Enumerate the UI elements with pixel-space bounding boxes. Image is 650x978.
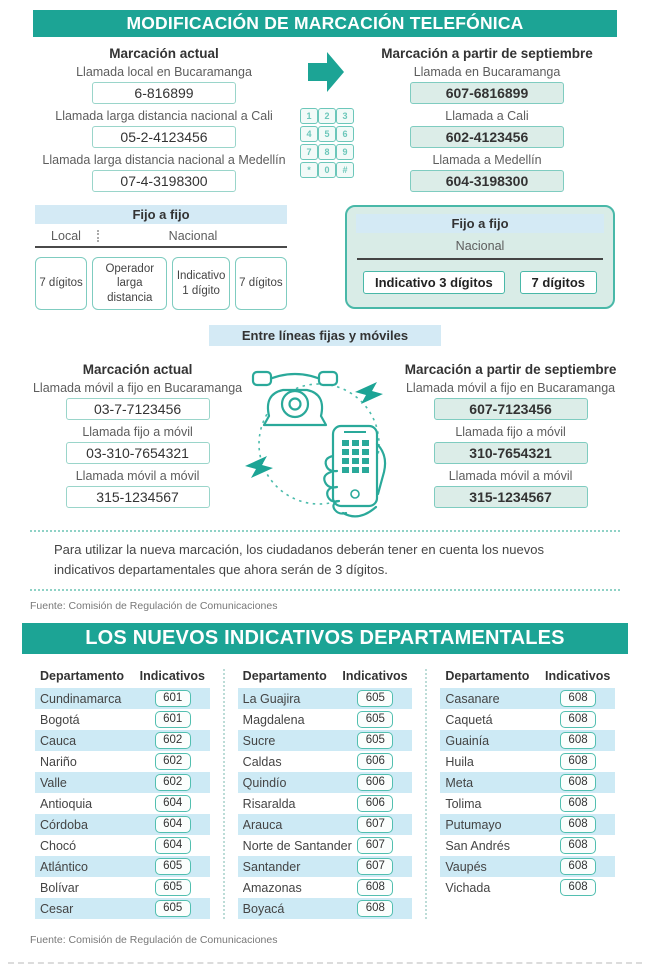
indicativos-tables — [35, 669, 615, 919]
phone-swap-icon — [243, 352, 403, 520]
usage-note: Para utilizar la nueva marcación, los ciudadanos deberán tener en cuenta los nuevos indicativos departamentales que ahora serán de 3 dígitos. — [30, 530, 620, 591]
keypad-key: 6 — [336, 126, 354, 142]
table-row — [35, 730, 210, 751]
dial-label: Llamada larga distancia nacional a Medellín — [42, 153, 286, 167]
departamento-header: Departamento — [445, 669, 530, 684]
dial-item — [403, 469, 618, 508]
table-header — [238, 669, 413, 688]
source-credit: Fuente: Comisión de Regulación de Comunicaciones — [30, 600, 278, 613]
dial-number-box: 607-7123456 — [434, 398, 588, 420]
indicativos-column-3 — [440, 669, 615, 919]
indicativo-badge: 608 — [560, 753, 596, 770]
bottom-divider — [8, 962, 642, 964]
departamento-name: Bogotá — [40, 712, 80, 727]
dial-label: Llamada fijo a móvil — [455, 425, 566, 440]
indicativos-header: Indicativos — [545, 669, 611, 684]
indicativo-badge: 608 — [560, 732, 596, 749]
table-row — [440, 877, 615, 898]
dial-label: Llamada móvil a fijo en Bucaramanga — [405, 381, 616, 396]
dial-item — [32, 425, 243, 464]
departamento-name: Risaralda — [242, 796, 296, 811]
departamento-name: Guainía — [445, 733, 490, 748]
mobile-section-title: Entre líneas fijas y móviles — [209, 325, 441, 346]
departamento-name: Sucre — [242, 733, 276, 748]
divider-line — [35, 246, 287, 248]
dial-number-box: 310-7654321 — [434, 442, 588, 464]
indicativo-badge: 608 — [560, 816, 596, 833]
departamento-name: Magdalena — [242, 712, 305, 727]
table-row — [440, 688, 615, 709]
format-box: 7 dígitos — [35, 257, 87, 310]
departamento-name: Amazonas — [242, 880, 302, 895]
source-credit: Fuente: Comisión de Regulación de Comunicaciones — [30, 934, 278, 947]
table-row — [238, 835, 413, 856]
departamento-name: Bolívar — [40, 880, 79, 895]
indicativo-badge: 607 — [357, 816, 393, 833]
dial-item — [359, 65, 615, 104]
table-row — [440, 709, 615, 730]
departamento-name: Valle — [40, 775, 67, 790]
keypad-key: 2 — [318, 108, 336, 124]
table-header — [35, 669, 210, 688]
dial-label: Llamada local en Bucaramanga — [76, 65, 252, 79]
current-dialing-column — [32, 352, 243, 520]
column-title: Marcación a partir de septiembre — [381, 46, 593, 61]
dial-number-box: 602-4123456 — [410, 126, 564, 148]
keypad-key: 1 — [300, 108, 318, 124]
indicativo-badge: 602 — [155, 753, 191, 770]
indicativo-badge: 604 — [155, 816, 191, 833]
table-row — [238, 898, 413, 919]
dial-number-box: 607-6816899 — [410, 82, 564, 104]
format-box: Indicativo 3 dígitos — [363, 271, 505, 294]
departamento-name: Chocó — [40, 838, 77, 853]
departamento-name: Córdoba — [40, 817, 88, 832]
indicativo-badge: 601 — [155, 690, 191, 707]
keypad-key: 3 — [336, 108, 354, 124]
dial-number-box: 05-2-4123456 — [92, 126, 236, 148]
departamento-name: La Guajira — [242, 691, 301, 706]
departamento-name: Arauca — [242, 817, 283, 832]
dial-label: Llamada móvil a fijo en Bucaramanga — [32, 381, 243, 396]
fijo-a-fijo-section — [0, 197, 650, 310]
dial-item — [35, 109, 293, 148]
departamento-name: Boyacá — [242, 901, 285, 916]
fixed-dialing-section — [0, 37, 650, 197]
dial-label: Llamada fijo a móvil — [82, 425, 193, 440]
table-row — [35, 877, 210, 898]
indicativo-badge: 608 — [357, 900, 393, 917]
table-row — [35, 709, 210, 730]
departamento-name: Norte de Santander — [242, 838, 352, 853]
new-dialing-column — [403, 352, 618, 520]
dial-label: Llamada a Cali — [445, 109, 529, 123]
nacional-label: Nacional — [455, 239, 505, 253]
indicativo-badge: 608 — [560, 879, 596, 896]
dial-label: Llamada larga distancia nacional a Cali — [55, 109, 273, 123]
table-row — [440, 814, 615, 835]
indicativo-badge: 606 — [357, 753, 393, 770]
new-dialing-column — [359, 46, 615, 197]
keypad-key: 4 — [300, 126, 318, 142]
departamento-header: Departamento — [40, 669, 125, 684]
indicativo-badge: 608 — [560, 774, 596, 791]
table-row — [238, 730, 413, 751]
phone-swap-graphic — [243, 352, 403, 520]
format-boxes — [356, 271, 604, 294]
indicativo-badge: 602 — [155, 774, 191, 791]
table-row — [238, 709, 413, 730]
dial-item — [35, 65, 293, 104]
indicativo-badge: 605 — [357, 732, 393, 749]
indicativos-title-banner: LOS NUEVOS INDICATIVOS DEPARTAMENTALES — [22, 623, 628, 654]
keypad-key: 0 — [318, 162, 336, 178]
nacional-label: Nacional — [168, 229, 218, 243]
departamento-name: Vichada — [445, 880, 491, 895]
table-row — [35, 814, 210, 835]
dial-item — [403, 425, 618, 464]
indicativo-badge: 608 — [560, 690, 596, 707]
indicativo-badge: 607 — [357, 858, 393, 875]
table-row — [35, 772, 210, 793]
dial-number-box: 315-1234567 — [434, 486, 588, 508]
table-row — [35, 751, 210, 772]
table-row — [440, 835, 615, 856]
fijo-a-fijo-current-panel — [35, 205, 287, 310]
format-box: 7 dígitos — [235, 257, 287, 310]
departamento-name: Putumayo — [445, 817, 502, 832]
departamento-name: Santander — [242, 859, 301, 874]
current-dialing-column — [35, 46, 293, 197]
departamento-name: Atlántico — [40, 859, 88, 874]
keypad-key: * — [300, 162, 318, 178]
table-row — [238, 688, 413, 709]
indicativo-badge: 608 — [560, 837, 596, 854]
indicativo-badge: 607 — [357, 837, 393, 854]
table-row — [35, 898, 210, 919]
departamento-name: Casanare — [445, 691, 500, 706]
panel-title: Fijo a fijo — [356, 214, 604, 233]
departamento-name: Tolima — [445, 796, 482, 811]
dial-item — [359, 109, 615, 148]
keypad-key: 9 — [336, 144, 354, 160]
table-header — [440, 669, 615, 688]
table-row — [440, 751, 615, 772]
table-row — [238, 814, 413, 835]
keypad-icon — [300, 108, 352, 178]
departamento-name: Huila — [445, 754, 474, 769]
table-row — [440, 793, 615, 814]
right-arrow-icon — [308, 52, 344, 92]
departamento-name: Cesar — [40, 901, 74, 916]
column-title: Marcación a partir de septiembre — [404, 362, 617, 378]
indicativo-badge: 605 — [155, 879, 191, 896]
middle-graphics — [293, 46, 359, 197]
indicativo-badge: 606 — [357, 795, 393, 812]
dial-item — [403, 381, 618, 420]
dial-number-box: 03-7-7123456 — [66, 398, 210, 420]
dial-number-box: 604-3198300 — [410, 170, 564, 192]
departamento-header: Departamento — [242, 669, 327, 684]
format-box: Operador larga distancia — [92, 257, 167, 310]
keypad-key: 7 — [300, 144, 318, 160]
indicativos-header: Indicativos — [342, 669, 408, 684]
departamento-name: San Andrés — [445, 838, 510, 853]
table-row — [35, 856, 210, 877]
dial-number-box: 315-1234567 — [66, 486, 210, 508]
table-row — [440, 772, 615, 793]
dotted-column-divider — [223, 669, 225, 919]
dial-item — [32, 469, 243, 508]
dial-item — [359, 153, 615, 192]
indicativo-badge: 605 — [357, 711, 393, 728]
mobile-dialing-section — [0, 352, 650, 520]
panel-title: Fijo a fijo — [35, 205, 287, 224]
main-title-banner: MODIFICACIÓN DE MARCACIÓN TELEFÓNICA — [33, 10, 617, 37]
indicativo-badge: 605 — [155, 900, 191, 917]
indicativo-badge: 608 — [560, 711, 596, 728]
indicativo-badge: 604 — [155, 795, 191, 812]
indicativo-badge: 601 — [155, 711, 191, 728]
dial-item — [35, 153, 293, 192]
table-row — [440, 856, 615, 877]
scope-labels — [35, 224, 287, 246]
keypad-key: 8 — [318, 144, 336, 160]
departamento-name: Antioquia — [40, 796, 93, 811]
table-row — [238, 856, 413, 877]
indicativos-column-1 — [35, 669, 210, 919]
table-row — [238, 772, 413, 793]
keypad-key: # — [336, 162, 354, 178]
table-row — [35, 688, 210, 709]
departamento-name: Caquetá — [445, 712, 493, 727]
table-row — [35, 835, 210, 856]
dotted-column-divider — [425, 669, 427, 919]
indicativo-badge: 605 — [155, 858, 191, 875]
dial-label: Llamada en Bucaramanga — [413, 65, 561, 79]
departamento-name: Cundinamarca — [40, 691, 122, 706]
departamento-name: Caldas — [242, 754, 282, 769]
departamento-name: Cauca — [40, 733, 77, 748]
table-row — [238, 793, 413, 814]
indicativos-column-2 — [238, 669, 413, 919]
table-row — [35, 793, 210, 814]
dial-number-box: 03-310-7654321 — [66, 442, 210, 464]
dial-label: Llamada móvil a móvil — [75, 469, 200, 484]
dial-number-box: 6-816899 — [92, 82, 236, 104]
format-box: 7 dígitos — [520, 271, 597, 294]
dial-label: Llamada a Medellín — [432, 153, 542, 167]
departamento-name: Vaupés — [445, 859, 487, 874]
indicativo-badge: 606 — [357, 774, 393, 791]
indicativo-badge: 608 — [357, 879, 393, 896]
departamento-name: Nariño — [40, 754, 77, 769]
fijo-a-fijo-new-panel — [345, 205, 615, 309]
indicativos-header: Indicativos — [139, 669, 205, 684]
local-label: Local — [51, 229, 81, 243]
table-row — [440, 730, 615, 751]
divider-line — [357, 258, 603, 260]
table-row — [238, 877, 413, 898]
indicativo-badge: 608 — [560, 858, 596, 875]
dial-number-box: 07-4-3198300 — [92, 170, 236, 192]
column-title: Marcación actual — [109, 46, 219, 61]
departamento-name: Meta — [445, 775, 474, 790]
indicativo-badge: 605 — [357, 690, 393, 707]
keypad-key: 5 — [318, 126, 336, 142]
format-boxes — [35, 257, 287, 310]
format-box: Indicativo 1 dígito — [172, 257, 229, 310]
indicativo-badge: 602 — [155, 732, 191, 749]
dial-label: Llamada móvil a móvil — [448, 469, 573, 484]
departamento-name: Quindío — [242, 775, 287, 790]
indicativo-badge: 604 — [155, 837, 191, 854]
column-title: Marcación actual — [82, 362, 193, 378]
dial-item — [32, 381, 243, 420]
indicativo-badge: 608 — [560, 795, 596, 812]
table-row — [238, 751, 413, 772]
